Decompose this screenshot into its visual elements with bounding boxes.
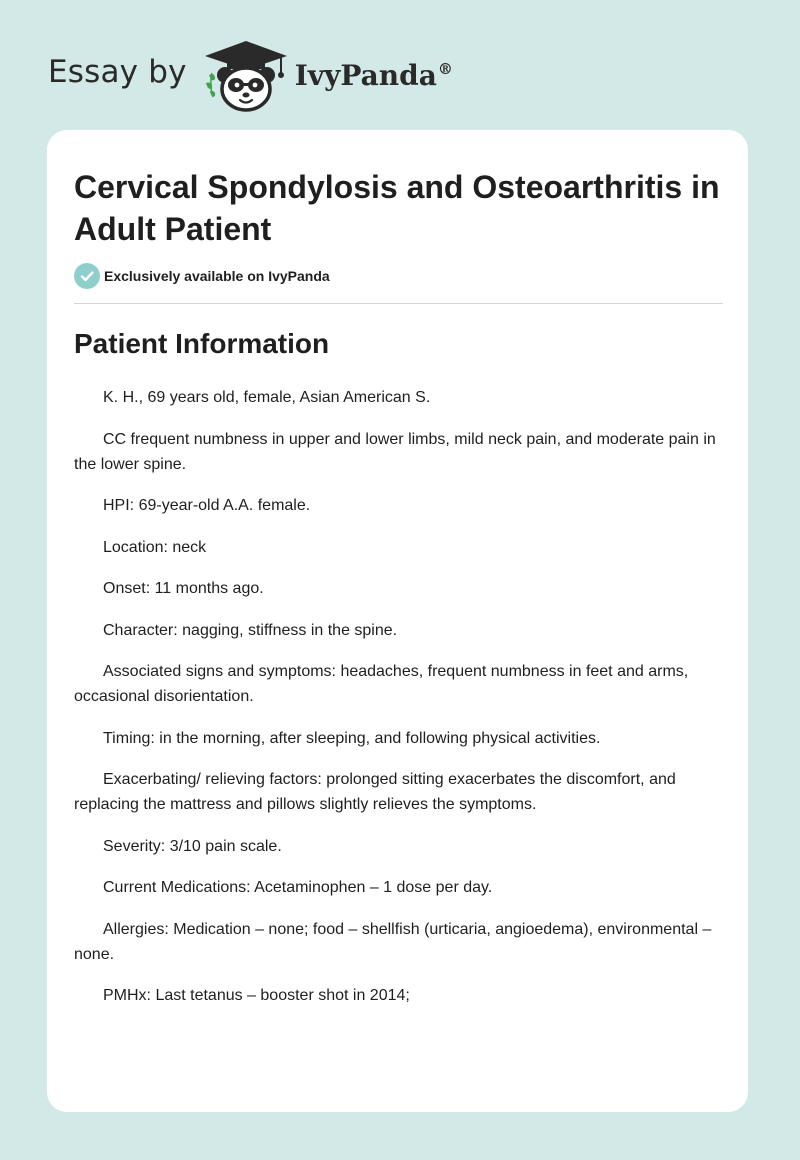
paragraph-associated-symptoms: Associated signs and symptoms: headaches, frequent numbness in feet and arms, occasional disorientation. bbox=[74, 663, 689, 705]
paragraph-onset: Onset: 11 months ago. bbox=[103, 580, 264, 597]
paragraph-location: Location: neck bbox=[103, 538, 207, 556]
paragraph-exacerbating-factors: Exacerbating/ relieving factors: prolonged sitting exacerbates the discomfort, and replacing the mattress and pillows slightly relieves the symptoms. bbox=[74, 771, 676, 813]
essay-title: Cervical Spondylosis and Osteoarthritis in Adult Patient bbox=[74, 169, 720, 247]
exclusive-badge bbox=[74, 263, 330, 289]
divider bbox=[74, 303, 723, 304]
paragraph-medications: Current Medications: Acetaminophen – 1 dose per day. bbox=[103, 879, 493, 896]
site-header bbox=[48, 36, 453, 116]
check-circle-icon bbox=[74, 263, 100, 289]
brand-name-text: IvyPanda bbox=[294, 58, 437, 92]
exclusive-badge-label: Exclusively available on IvyPanda bbox=[104, 268, 330, 284]
paragraph-chief-complaint: CC frequent numbness in upper and lower limbs, mild neck pain, and moderate pain in the lower spine. bbox=[74, 430, 716, 473]
paragraph-hpi: HPI: 69-year-old A.A. female. bbox=[103, 497, 311, 514]
essay-card bbox=[47, 130, 748, 1112]
essay-body bbox=[74, 385, 734, 1025]
brand-name[interactable] bbox=[295, 59, 453, 92]
paragraph-patient: K. H., 69 years old, female, Asian American S. bbox=[103, 389, 431, 406]
section-heading: Patient Information bbox=[74, 328, 330, 359]
essay-by-label: Essay by bbox=[48, 54, 187, 90]
registered-mark: ® bbox=[437, 60, 453, 79]
paragraph-timing: Timing: in the morning, after sleeping, and following physical activities. bbox=[103, 729, 601, 747]
paragraph-pmhx: PMHx: Last tetanus – booster shot in 2014; bbox=[103, 987, 410, 1004]
paragraph-severity: Severity: 3/10 pain scale. bbox=[103, 837, 282, 855]
paragraph-allergies: Allergies: Medication – none; food – shellfish (urticaria, angioedema), environmental – none. bbox=[74, 920, 712, 963]
paragraph-character: Character: nagging, stiffness in the spine. bbox=[103, 621, 398, 639]
panda-logo-icon[interactable] bbox=[201, 39, 291, 113]
